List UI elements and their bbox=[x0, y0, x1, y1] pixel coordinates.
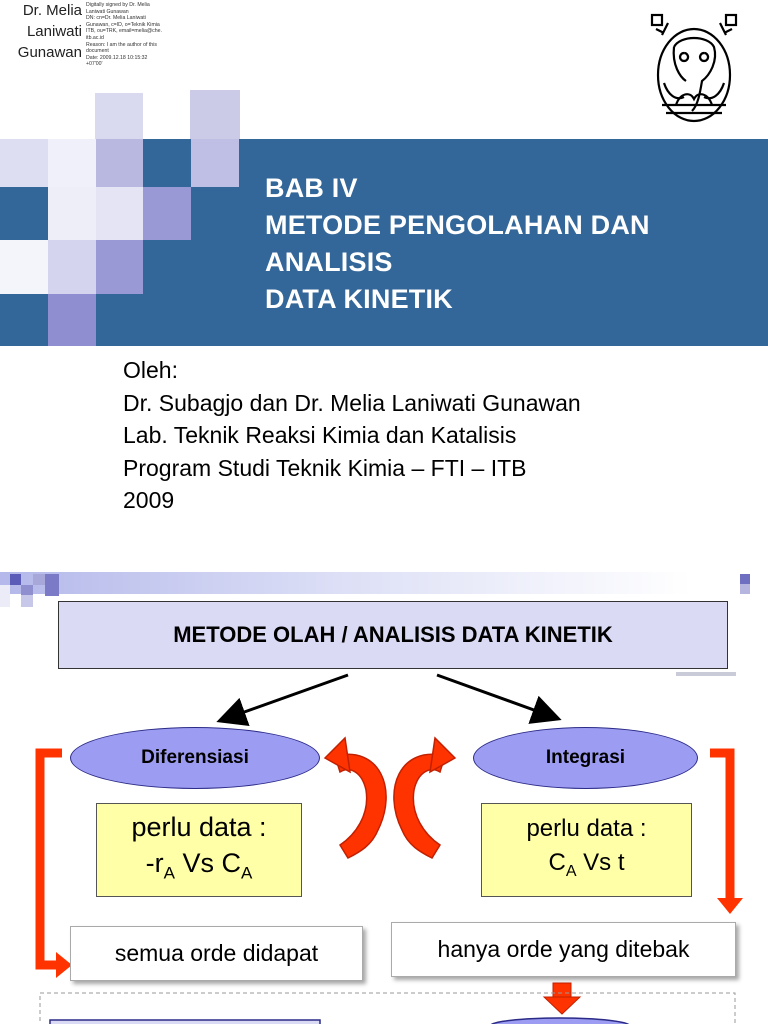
deco-square bbox=[48, 240, 96, 294]
deco-square bbox=[95, 93, 143, 140]
deco-square bbox=[96, 139, 143, 187]
note-formula: $-r_A$ Vs $C_A$ bbox=[145, 847, 253, 883]
deco-square bbox=[0, 240, 48, 294]
deco-square bbox=[48, 187, 96, 240]
slide-title: BAB IV METODE PENGOLAHAN DAN ANALISIS DATA KINETIK bbox=[265, 173, 650, 314]
deco-square bbox=[740, 584, 750, 594]
deco-square bbox=[21, 595, 33, 607]
integrasi-result: hanya orde yang ditebak bbox=[391, 922, 736, 977]
deco-square bbox=[33, 574, 45, 585]
deco-square bbox=[10, 574, 21, 585]
deco-square bbox=[96, 240, 143, 294]
deco-square bbox=[0, 585, 10, 607]
integrasi-data-note bbox=[481, 803, 692, 897]
deco-square bbox=[191, 139, 239, 187]
deco-square bbox=[740, 574, 750, 584]
diferensiasi-result: semua orde didapat bbox=[70, 926, 363, 981]
deco-square bbox=[45, 574, 59, 596]
header-shadow bbox=[676, 672, 736, 676]
deco-square bbox=[143, 187, 191, 240]
deco-square bbox=[96, 187, 143, 240]
deco-square bbox=[48, 294, 96, 346]
diferensiasi-node: Diferensiasi bbox=[70, 727, 320, 789]
deco-square bbox=[190, 90, 240, 140]
note-formula: $C_A$ Vs t bbox=[548, 848, 625, 880]
note-label: perlu data : bbox=[526, 814, 647, 842]
author-info: Oleh: Dr. Subagjo dan Dr. Melia Laniwati Gunawan Lab. Teknik Reaksi Kimia dan Katalisis Program Studi Teknik Kimia – FTI – ITB 2009 bbox=[123, 357, 581, 513]
deco-square bbox=[21, 585, 33, 595]
deco-square bbox=[48, 139, 96, 187]
signature-name: Dr. Melia Laniwati Gunawan bbox=[17, 2, 82, 61]
note-label: perlu data : bbox=[131, 811, 267, 842]
integrasi-node: Integrasi bbox=[473, 727, 698, 789]
diferensiasi-data-note bbox=[96, 803, 302, 897]
signature-details: Digitally signed by Dr. Melia Laniwati Gunawan DN: cn=Dr. Melia Laniwati Gunawan, c=ID, o=Teknik Kimia ITB, ou=TRK, email=melia@che. itb.ac.id Reason: I am the author of this document Date: 2009.12.18 10:15:32 +07'00' bbox=[86, 2, 162, 68]
slide-divider bbox=[0, 572, 768, 594]
deco-square bbox=[0, 139, 48, 187]
diagram-header: METODE OLAH / ANALISIS DATA KINETIK bbox=[58, 601, 728, 669]
